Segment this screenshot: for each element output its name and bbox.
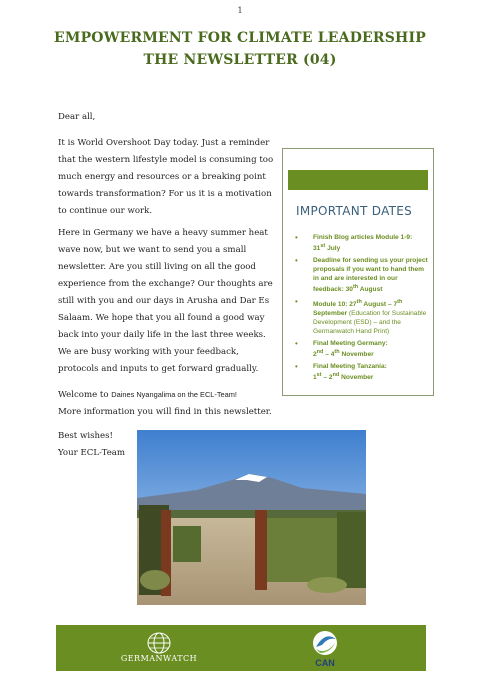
can-logo: [308, 629, 342, 669]
welcome-prefix: Welcome to: [58, 390, 112, 400]
paragraph-germany: Here in Germany we have a heavy summer heat wave now, but we want to send you a small newsletter. Are you still living on all the good experience from the exchange? Our thoughts are still with you and our days in Arusha and Dar Es Salaam. We hope that you all found a good way back into your daily life in the last three weeks. We are busy working with your feedback, protocols and inputs to get forward gradually.: [58, 228, 273, 374]
globe-icon: [146, 632, 172, 654]
paragraph-overshoot: It is World Overshoot Day today. Just a reminder that the western lifestyle model is consuming too much energy and resources or a breaking point towards transformation? For us it is a motivation to continue our work.: [58, 138, 274, 216]
welcome-name: Daines Nyangalima on the ECL-Team!: [111, 390, 237, 399]
newsletter-title: EMPOWERMENT FOR CLIMATE LEADERSHIP: [54, 30, 426, 46]
kilimanjaro-photo: [137, 430, 366, 605]
date-item-module10: • Module 10: 27th August – 7th September (Education for Sustainable Development (ESD) – and the Germanwatch Hand Print): [295, 297, 427, 335]
more-info: More information you will find in this newsletter.: [58, 407, 272, 417]
sidebar-header-bar: [288, 170, 428, 190]
date-item-germany: • Final Meeting Germany: 2nd – 4th November: [295, 338, 388, 358]
svg-text:CAN: CAN: [315, 658, 335, 668]
greeting: Dear all,: [58, 112, 96, 122]
important-dates-box: [282, 148, 434, 396]
signature: Your ECL-Team: [58, 448, 126, 458]
date-item-deadline: • Deadline for sending us your project proposals if you want to hand them in and are interested in our feedback: 30th August: [295, 256, 428, 294]
newsletter-subtitle: THE NEWSLETTER (04): [143, 52, 337, 68]
date-item-tanzania: • Final Meeting Tanzania: 1st – 2nd November: [295, 361, 387, 381]
germanwatch-logo: [114, 632, 204, 666]
closing: Best wishes!: [58, 431, 113, 441]
date-item-blog: • Finish Blog articles Module 1-9: 31st July: [295, 233, 413, 253]
page-number: 1: [237, 6, 243, 15]
footer-banner: [56, 625, 426, 671]
germanwatch-logo-text: GERMANWATCH: [120, 654, 198, 663]
important-dates-list: [289, 233, 429, 385]
paragraph-welcome: [58, 386, 278, 421]
important-dates-heading: IMPORTANT DATES: [296, 204, 413, 218]
